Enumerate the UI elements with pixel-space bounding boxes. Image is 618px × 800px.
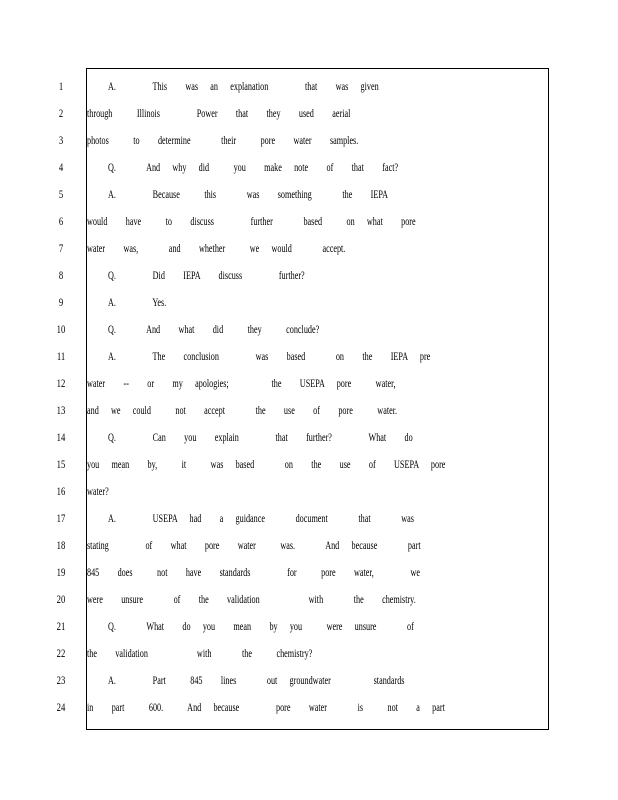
line-number: 1 <box>58 79 64 93</box>
continuation-line: 845 does not have standards for pore water, we <box>87 565 421 579</box>
continuation-line: the validation with the chemistry? <box>87 646 313 660</box>
continuation-line: in part 600. And because pore water is not a part <box>87 700 445 714</box>
transcript-line <box>87 694 467 721</box>
transcript-line <box>87 370 467 397</box>
continuation-line: would have to discuss further based on what pore <box>87 214 416 228</box>
question-line: Q. And why did you make note of that fact? <box>108 160 399 174</box>
transcript-line <box>87 73 467 100</box>
line-number: 23 <box>56 673 66 687</box>
transcript-line <box>87 262 467 289</box>
line-number: 12 <box>56 376 66 390</box>
line-number: 17 <box>56 511 66 525</box>
transcript-line <box>87 154 467 181</box>
line-number: 18 <box>56 538 66 552</box>
transcript-line <box>87 478 467 505</box>
question-line: Q. Can you explain that further? What do <box>108 430 413 444</box>
continuation-line: and we could not accept the use of pore water. <box>87 403 398 417</box>
transcript-line <box>87 667 467 694</box>
continuation-line: water? <box>87 484 109 498</box>
line-number: 4 <box>58 160 64 174</box>
answer-line: A. USEPA had a guidance document that was <box>108 511 414 525</box>
transcript-line <box>87 343 467 370</box>
continuation-line: water was, and whether we would accept. <box>87 241 346 255</box>
answer-line: A. This was an explanation that was given <box>108 79 379 93</box>
line-number: 20 <box>56 592 66 606</box>
transcript-line <box>87 316 467 343</box>
line-number: 21 <box>56 619 66 633</box>
line-number: 11 <box>56 349 66 363</box>
answer-line: A. The conclusion was based on the IEPA pre <box>108 349 431 363</box>
line-number: 24 <box>56 700 66 714</box>
line-number: 14 <box>56 430 66 444</box>
question-line: Q. And what did they conclude? <box>108 322 320 336</box>
transcript-line <box>87 235 467 262</box>
line-number: 8 <box>58 268 64 282</box>
line-number: 15 <box>56 457 66 471</box>
transcript-line <box>87 208 467 235</box>
line-number: 2 <box>58 106 64 120</box>
transcript-line <box>87 532 467 559</box>
continuation-line: water -- or my apologies; the USEPA pore water, <box>87 376 396 390</box>
transcript-line <box>87 127 467 154</box>
continuation-line: stating of what pore water was. And because part <box>87 538 421 552</box>
transcript-line <box>87 397 467 424</box>
question-line: Q. Did IEPA discuss further? <box>108 268 305 282</box>
continuation-line: photos to determine their pore water samples. <box>87 133 359 147</box>
line-number: 5 <box>58 187 64 201</box>
transcript-line <box>87 289 467 316</box>
transcript-line <box>87 100 467 127</box>
line-number-column <box>52 73 70 721</box>
continuation-line: you mean by, it was based on the use of USEPA pore <box>87 457 446 471</box>
line-number: 19 <box>56 565 66 579</box>
line-number: 22 <box>56 646 66 660</box>
transcript-line <box>87 505 467 532</box>
answer-line: A. Because this was something the IEPA <box>108 187 389 201</box>
question-line: Q. What do you mean by you were unsure of <box>108 619 414 633</box>
transcript-line <box>87 559 467 586</box>
transcript-line <box>87 451 467 478</box>
transcript-line <box>87 613 467 640</box>
continuation-line: were unsure of the validation with the chemistry. <box>87 592 416 606</box>
transcript-text <box>87 73 467 721</box>
answer-line: A. Yes. <box>108 295 167 309</box>
transcript-line <box>87 586 467 613</box>
line-number: 6 <box>58 214 64 228</box>
line-number: 9 <box>58 295 64 309</box>
line-number: 3 <box>58 133 64 147</box>
transcript-line <box>87 424 467 451</box>
continuation-line: through Illinois Power that they used aerial <box>87 106 351 120</box>
transcript-line <box>87 640 467 667</box>
line-number: 7 <box>58 241 64 255</box>
line-number: 10 <box>56 322 66 336</box>
transcript-line <box>87 181 467 208</box>
answer-line: A. Part 845 lines out groundwater standards <box>108 673 405 687</box>
line-number: 13 <box>56 403 66 417</box>
line-number: 16 <box>56 484 66 498</box>
